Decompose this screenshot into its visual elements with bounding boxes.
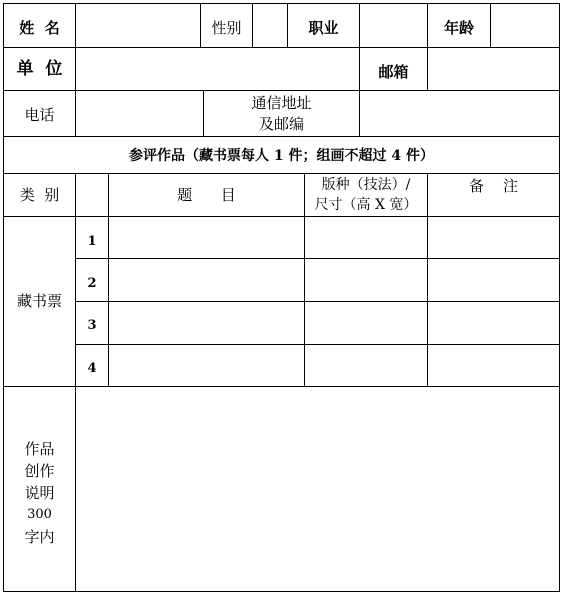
description-field[interactable] — [76, 387, 559, 591]
format-header-line1: 版种（技法）/ — [321, 177, 411, 193]
phone-field[interactable] — [76, 91, 203, 136]
age-field[interactable] — [491, 4, 559, 47]
row-number: 1 — [87, 234, 97, 249]
job-field[interactable] — [360, 4, 427, 47]
format-header-line2: 尺寸（高 X 宽） — [314, 197, 418, 213]
border-bottom — [3, 591, 560, 592]
category-value: 藏书票 — [16, 292, 62, 310]
row-number: 4 — [87, 361, 97, 376]
item1-remarks-field[interactable] — [428, 217, 559, 258]
description-label-line: 说明 — [24, 484, 55, 502]
title-header: 题 目 — [177, 186, 236, 204]
email-label: 邮箱 — [378, 63, 409, 81]
email-field[interactable] — [428, 48, 559, 90]
item2-title-field[interactable] — [109, 259, 304, 301]
category-header: 类 别 — [19, 186, 60, 204]
item4-title-field[interactable] — [109, 345, 304, 386]
description-label-line: 作品 — [24, 440, 55, 458]
unit-field[interactable] — [76, 48, 359, 90]
phone-label: 电话 — [24, 106, 55, 124]
item2-remarks-field[interactable] — [428, 259, 559, 301]
address-label-line2: 及邮编 — [258, 115, 304, 133]
job-label: 职业 — [308, 19, 339, 37]
name-field[interactable] — [76, 4, 200, 47]
item3-format-field[interactable] — [305, 302, 427, 344]
name-label: 姓 名 — [19, 19, 60, 37]
unit-label: 单 位 — [16, 59, 63, 79]
description-label-line: 300 — [27, 507, 52, 522]
item3-remarks-field[interactable] — [428, 302, 559, 344]
item4-remarks-field[interactable] — [428, 345, 559, 386]
description-label-line: 创作 — [24, 462, 55, 480]
item1-title-field[interactable] — [109, 217, 304, 258]
address-field[interactable] — [360, 91, 559, 136]
border-right — [559, 3, 560, 592]
age-label: 年龄 — [443, 19, 474, 37]
remarks-header: 备 注 — [468, 177, 519, 195]
address-label-line1: 通信地址 — [251, 94, 312, 112]
item4-format-field[interactable] — [305, 345, 427, 386]
rule-row3-bottom — [3, 136, 560, 137]
row-number: 2 — [87, 276, 97, 291]
description-label-line: 字内 — [24, 528, 55, 546]
item3-title-field[interactable] — [109, 302, 304, 344]
item2-format-field[interactable] — [305, 259, 427, 301]
row-number: 3 — [87, 318, 97, 333]
gender-field[interactable] — [253, 4, 287, 47]
rule-section-bottom — [3, 173, 560, 174]
item1-format-field[interactable] — [305, 217, 427, 258]
section-title: 参评作品（藏书票每人 1 件；组画不超过 4 件） — [129, 148, 434, 164]
gender-label: 性别 — [211, 19, 242, 37]
